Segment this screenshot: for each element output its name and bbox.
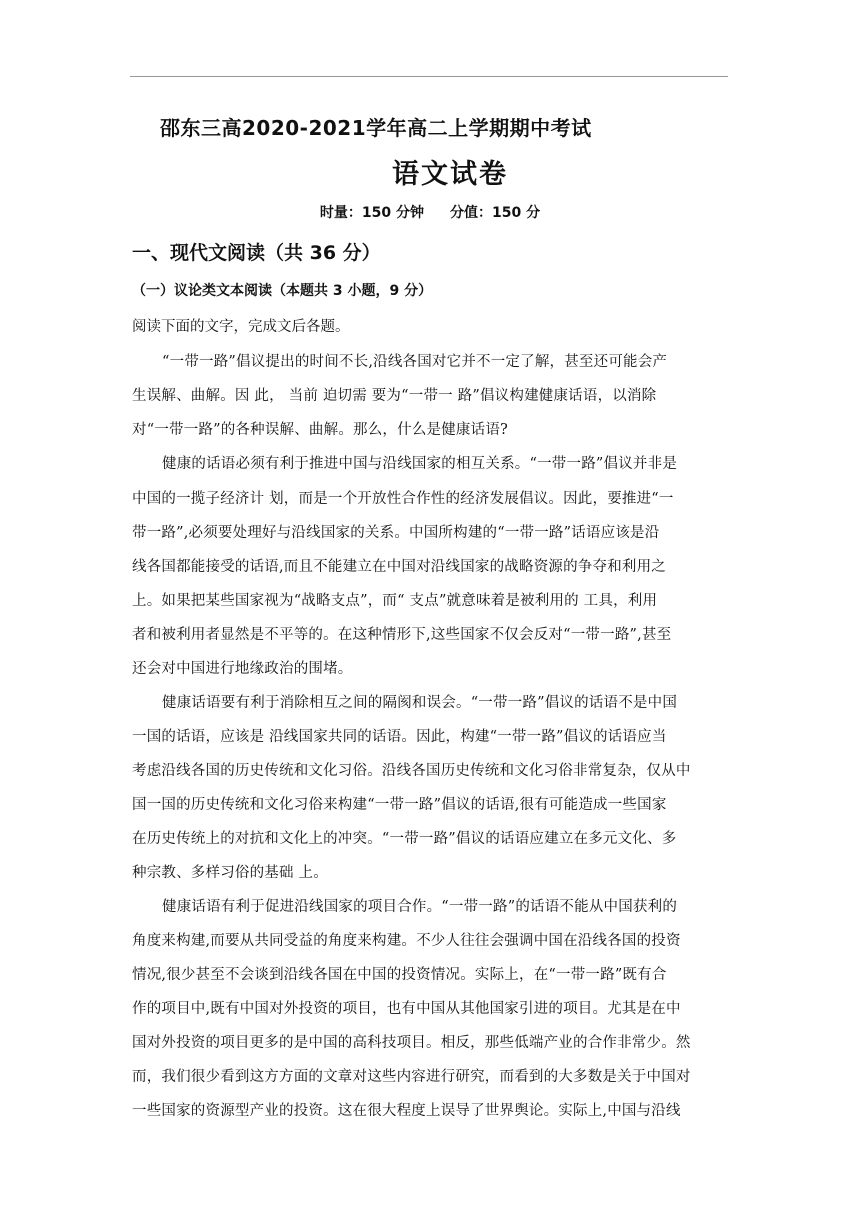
section-heading: 一、现代文阅读（共 36 分） <box>132 242 381 264</box>
passage-line: 中国的一揽子经济计 划，而是一个开放性合作性的经济发展倡议。因此，要推进“一 <box>132 491 674 507</box>
passage-line: 上。如果把某些国家视为“战略支点”，而“ 支点”就意味着是被利用的 工具，利用 <box>132 593 658 609</box>
score-label: 分值：150 分 <box>450 205 541 221</box>
passage-line: 一国的话语，应该是 沿线国家共同的话语。因此，构建“一带一路”倡议的话语应当 <box>132 729 667 745</box>
passage-line: 种宗教、多样习俗的基础 上。 <box>132 865 328 881</box>
passage-line: “一带一路”倡议提出的时间不长,沿线各国对它并不一定了解，甚至还可能会产 <box>162 354 668 370</box>
subsection-heading: （一）议论类文本阅读（本题共 3 小题，9 分） <box>132 283 433 299</box>
passage-line: 对“一带一路”的各种误解、曲解。那么，什么是健康话语? <box>132 422 508 438</box>
passage-line: 在历史传统上的对抗和文化上的冲突。“一带一路”倡议的话语应建立在多元文化、多 <box>132 831 677 847</box>
passage-line: 还会对中国进行地缘政治的围堵。 <box>132 661 353 677</box>
header-rule <box>130 76 728 77</box>
passage-line: 带一路”,必须要处理好与沿线国家的关系。中国所构建的“一带一路”话语应该是沿 <box>132 525 660 541</box>
reading-instruction: 阅读下面的文字，完成文后各题。 <box>132 319 350 335</box>
passage-line: 健康话语有利于促进沿线国家的项目合作。“一带一路”的话语不能从中国获利的 <box>162 899 678 915</box>
passage-line: 健康话语要有利于消除相互之间的隔阂和误会。“一带一路”倡议的话语不是中国 <box>162 695 678 711</box>
exam-meta <box>0 202 860 222</box>
school-title: 邵东三高2020-2021学年高二上学期期中考试 <box>160 116 592 140</box>
passage-line: 生误解、曲解。因 此， 当前 迫切需 要为“一带一 路”倡议构建健康话语，以消除 <box>132 388 657 404</box>
time-label: 时量：150 分钟 <box>319 205 424 221</box>
passage-line: 者和被利用者显然是不平等的。在这种情形下,这些国家不仅会反对“一带一路”,甚至 <box>132 627 672 643</box>
passage-line: 角度来构建,而要从共同受益的角度来构建。不少人往往会强调中国在沿线各国的投资 <box>132 933 681 949</box>
passage-line: 情况,很少甚至不会谈到沿线各国在中国的投资情况。实际上，在“一带一路”既有合 <box>132 967 667 983</box>
passage-line: 国对外投资的项目更多的是中国的高科技项目。相反，那些低端产业的合作非常少。然 <box>132 1035 691 1051</box>
passage-line: 线各国都能接受的话语,而且不能建立在中国对沿线国家的战略资源的争夺和利用之 <box>132 559 667 575</box>
passage-line: 而，我们很少看到这方方面的文章对这些内容进行研究，而看到的大多数是关于中国对 <box>132 1069 691 1085</box>
passage-line: 国一国的历史传统和文化习俗来构建“一带一路”倡议的话语,很有可能造成一些国家 <box>132 797 667 813</box>
paper-title: 语文试卷 <box>392 159 508 190</box>
passage-line: 健康的话语必须有利于推进中国与沿线国家的相互关系。“一带一路”倡议并非是 <box>162 456 678 472</box>
passage-line: 考虑沿线各国的历史传统和文化习俗。沿线各国历史传统和文化习俗非常复杂，仅从中 <box>132 763 691 779</box>
passage-line: 一些国家的资源型产业的投资。这在很大程度上误导了世界舆论。实际上,中国与沿线 <box>132 1103 681 1119</box>
passage-line: 作的项目中,既有中国对外投资的项目，也有中国从其他国家引进的项目。尤其是在中 <box>132 1001 681 1017</box>
